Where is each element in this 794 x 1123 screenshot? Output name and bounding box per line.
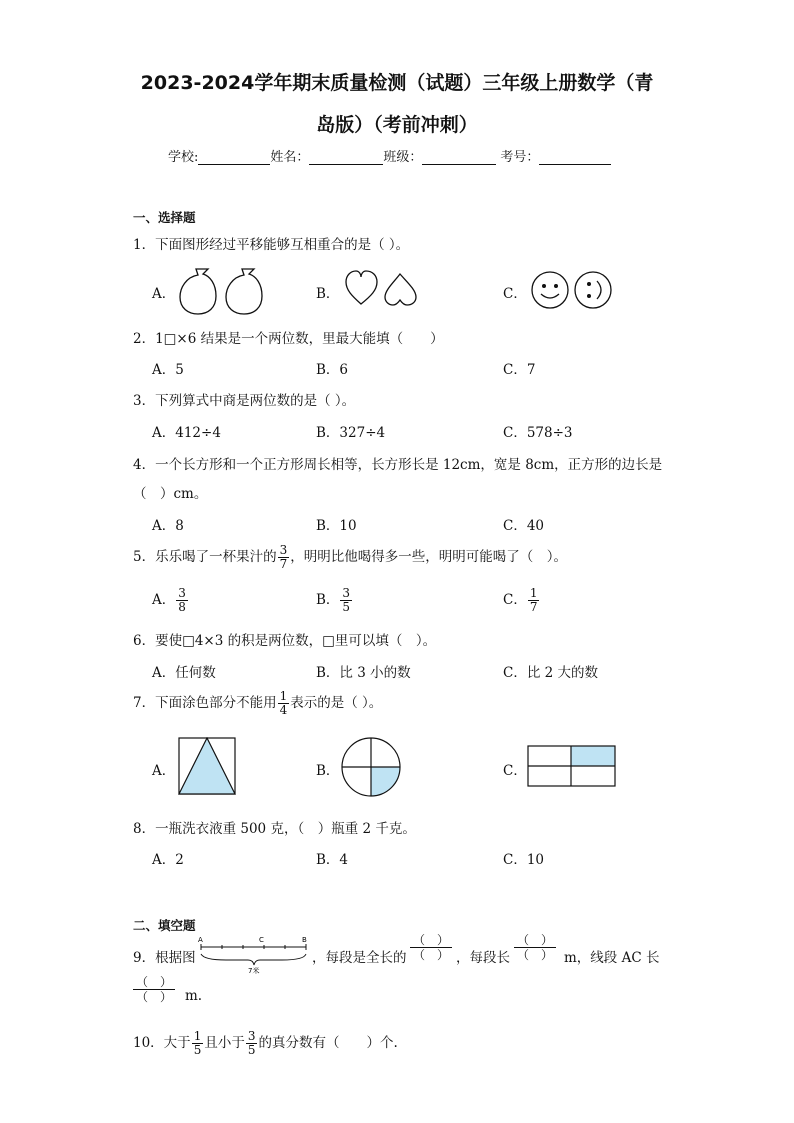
option-1c-label: C． (503, 286, 527, 302)
option-5a (152, 587, 189, 614)
option-7a-label: A． (152, 763, 176, 779)
section-title: 二、填空题 (133, 918, 196, 933)
option-6b: B．比 3 小的数 (316, 665, 411, 681)
option-4b: B．10 (316, 518, 357, 534)
blank-numerator[interactable]: （ ） (133, 975, 175, 990)
question-8: 8．一瓶洗衣液重 500 克，（ ）瓶重 2 千克。 (133, 821, 416, 837)
question-9-pre: 9．根据图 (133, 950, 196, 966)
option-label: C． (503, 592, 527, 608)
option-6a: A．任何数 (152, 665, 216, 681)
name-label: 姓名： (270, 150, 310, 165)
student-info-row (168, 146, 611, 165)
q7-option-c-figure (527, 745, 617, 787)
total-length-label: 7米 (248, 967, 260, 974)
blank-denominator[interactable]: （ ） (136, 990, 173, 1004)
fraction (340, 587, 352, 614)
option-3c: C．578÷3 (503, 425, 573, 441)
fraction (528, 587, 540, 614)
question-9-mid3: m，线段 AC 长 (564, 950, 660, 966)
option-label: A． (152, 592, 176, 608)
question-5-pre: 5．乐乐喝了一杯果汁的 (133, 549, 277, 565)
question-7-post: 表示的是（ ）。 (290, 695, 383, 711)
q1-option-c-figure (530, 270, 614, 310)
fraction (176, 587, 188, 614)
q1-option-a-figure (176, 266, 272, 316)
blank-denominator[interactable]: （ ） (413, 948, 450, 962)
fraction-numerator: 3 (247, 1029, 256, 1043)
answer-fraction-blank[interactable] (410, 933, 452, 962)
blank-numerator[interactable]: （ ） (410, 933, 452, 948)
question-10-post: 的真分数有（ ）个. (258, 1035, 398, 1051)
question-10 (133, 1030, 398, 1057)
question-4-line1: 4．一个长方形和一个正方形周长相等，长方形长是 12cm，宽是 8cm，正方形的边长是 (133, 457, 663, 473)
class-label: 班级： (383, 150, 423, 165)
section-title: 一、选择题 (133, 210, 196, 225)
option-2a: A．5 (152, 362, 184, 378)
option-8a: A．2 (152, 852, 184, 868)
class-field[interactable] (422, 149, 496, 165)
fraction-denominator: 8 (178, 600, 186, 614)
option-2c: C．7 (503, 362, 536, 378)
question-5 (133, 544, 567, 571)
blank-denominator[interactable]: （ ） (517, 948, 554, 962)
option-1b-label: B． (316, 286, 340, 302)
fraction-denominator: 7 (529, 600, 538, 614)
question-2: 2．1□×6 结果是一个两位数，里最大能填（ ） (133, 331, 444, 347)
question-9-mid2: ，每段长 (456, 950, 510, 966)
option-3a: A．412÷4 (152, 425, 221, 441)
segment-diagram (196, 934, 312, 974)
question-1: 1．下面图形经过平移能够互相重合的是（ ）。 (133, 237, 410, 253)
number-label: 考号： (500, 150, 540, 165)
option-4c: C．40 (503, 518, 545, 534)
point-c-label: C (259, 936, 264, 944)
fraction-denominator: 5 (342, 600, 351, 614)
option-8b: B．4 (316, 852, 349, 868)
q7-option-a-figure (178, 737, 236, 795)
question-3: 3．下列算式中商是两位数的是（ ）。 (133, 393, 356, 409)
option-7b-label: B． (316, 763, 340, 779)
fraction-numerator: 3 (279, 543, 288, 557)
fraction-numerator: 1 (193, 1029, 202, 1043)
answer-fraction-blank[interactable] (514, 933, 556, 962)
fraction-numerator: 1 (529, 586, 538, 600)
fraction-denominator: 7 (279, 557, 288, 571)
fraction (278, 544, 290, 571)
page-title-line2: 岛版）（考前冲刺） (316, 114, 478, 136)
point-b-label: B (302, 936, 307, 944)
school-label: 学校: (168, 150, 199, 165)
option-label: B． (316, 592, 340, 608)
fraction (278, 690, 290, 717)
school-field[interactable] (198, 149, 270, 165)
fraction-numerator: 3 (178, 586, 186, 600)
fraction (192, 1030, 204, 1057)
fraction-numerator: 3 (342, 586, 351, 600)
fraction-denominator: 5 (247, 1043, 256, 1057)
blank-numerator[interactable]: （ ） (514, 933, 556, 948)
question-6: 6．要使□4×3 的积是两位数，□里可以填（ ）。 (133, 633, 437, 649)
option-2b: B．6 (316, 362, 349, 378)
option-8c: C．10 (503, 852, 545, 868)
option-6c: C．比 2 大的数 (503, 665, 599, 681)
option-7c-label: C． (503, 763, 527, 779)
question-7-pre: 7．下面涂色部分不能用 (133, 695, 277, 711)
page-title-line1: 2023-2024学年期末质量检测（试题）三年级上册数学（青 (140, 72, 654, 94)
question-10-mid: 且小于 (204, 1035, 245, 1051)
fraction-numerator: 1 (279, 689, 288, 703)
question-5-post: ，明明比他喝得多一些，明明可能喝了（ ）。 (290, 549, 567, 565)
q7-option-b-figure (341, 737, 401, 797)
option-4a: A．8 (152, 518, 184, 534)
q1-option-b-figure (344, 268, 420, 310)
fraction-denominator: 4 (279, 703, 288, 717)
answer-fraction-blank[interactable] (133, 975, 175, 1004)
name-field[interactable] (309, 149, 383, 165)
number-field[interactable] (539, 149, 611, 165)
option-5c (503, 587, 540, 614)
question-4-line2: （ ）cm。 (133, 486, 208, 502)
question-9-unit: m. (185, 988, 203, 1004)
fraction-denominator: 5 (193, 1043, 202, 1057)
fraction (246, 1030, 258, 1057)
option-1a-label: A． (152, 286, 176, 302)
question-9-mid1: ，每段是全长的 (312, 950, 407, 966)
question-10-pre: 10．大于 (133, 1035, 191, 1051)
question-7 (133, 690, 382, 717)
option-3b: B．327÷4 (316, 425, 386, 441)
point-a-label: A (198, 936, 203, 944)
option-5b (316, 587, 353, 614)
